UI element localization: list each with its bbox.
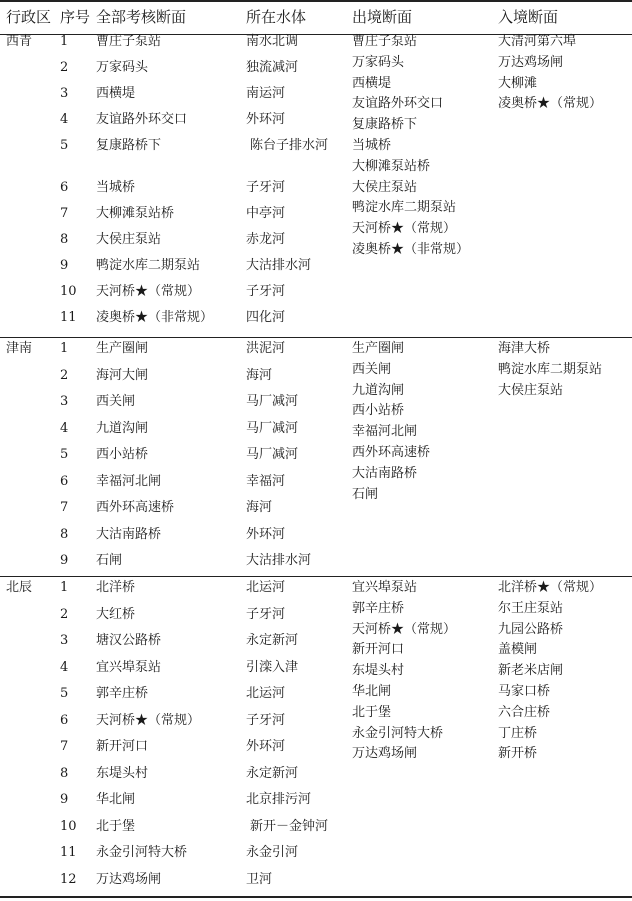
list-item: 友谊路外环交口: [352, 96, 444, 112]
header-water-body: 所在水体: [246, 8, 307, 26]
list-item: 郭辛庄桥: [352, 600, 405, 616]
list-item: 华北闸: [352, 683, 392, 699]
section-name: 生产圈闸: [96, 341, 149, 356]
entry-section-list: [498, 339, 602, 401]
district-name: 西青: [6, 34, 33, 49]
list-item: 天河桥★（常规）: [352, 621, 457, 637]
section-name: 东堤头村: [96, 765, 149, 781]
section-name: 新开河口: [96, 739, 149, 754]
list-item: 鸭淀水库二期泵站: [352, 200, 457, 216]
district-name: 北辰: [6, 580, 33, 595]
section-name: 塘汉公路桥: [96, 633, 162, 648]
entry-section-list: [498, 32, 602, 115]
row-number: 4: [60, 659, 69, 675]
section-name: 华北闸: [96, 792, 136, 807]
row-number: 7: [60, 206, 69, 221]
section-name: 郭辛庄桥: [96, 686, 149, 701]
row-number: 2: [60, 367, 69, 383]
section-name: 大侯庄泵站: [96, 232, 162, 247]
list-item: 丁庄桥: [498, 725, 538, 741]
section-name: 永金引河特大桥: [96, 845, 188, 860]
row-number: 8: [60, 765, 69, 781]
row-number: 6: [60, 180, 69, 195]
water-body: 南水北调: [246, 34, 299, 49]
list-item: 新老米店闸: [498, 663, 564, 679]
water-body: 北运河: [246, 686, 286, 701]
list-item: 尔王庄泵站: [498, 600, 564, 616]
section-name: 万家码头: [96, 60, 149, 75]
water-body: 陈台子排水河: [249, 138, 328, 153]
row-number: 5: [60, 686, 69, 701]
water-body: 四化河: [246, 310, 286, 325]
row-number: 7: [60, 739, 69, 754]
list-item: 西外环高速桥: [352, 444, 431, 460]
list-item: 永金引河特大桥: [352, 725, 444, 741]
section-name: 西关闸: [96, 394, 136, 409]
row-number: 10: [60, 284, 77, 299]
bottom-rule: [0, 896, 632, 898]
water-body: 大沽排水河: [246, 553, 312, 568]
water-body: 赤龙河: [246, 232, 286, 247]
row-number: 2: [60, 60, 69, 75]
exit-section-list: [352, 578, 456, 765]
row-number: 9: [60, 258, 69, 273]
row-number: 12: [60, 871, 77, 887]
section-name: 友谊路外环交口: [96, 112, 188, 127]
water-body: 永定新河: [246, 633, 299, 648]
list-item: 马家口桥: [498, 683, 551, 699]
list-item: 大柳滩泵站桥: [352, 158, 431, 174]
row-number: 7: [60, 500, 69, 515]
header-number: 序号: [60, 8, 91, 26]
list-item: 万家码头: [352, 54, 405, 70]
group-rule: [0, 576, 632, 577]
list-item: 当城桥: [352, 137, 392, 153]
water-body: 子牙河: [246, 712, 286, 728]
list-item: 海津大桥: [498, 341, 551, 356]
water-body: 永定新河: [246, 765, 299, 781]
list-item: 幸福河北闸: [352, 424, 418, 440]
row-number: 2: [60, 606, 69, 622]
list-item: 大清河第六埠: [498, 34, 577, 49]
header-district: 行政区: [6, 8, 52, 26]
list-item: 鸭淀水库二期泵站: [498, 361, 603, 377]
list-item: 大沽南路桥: [352, 465, 418, 481]
water-body: 幸福河: [246, 473, 286, 489]
list-item: 万达鸡场闸: [352, 746, 418, 762]
list-item: 宜兴埠泵站: [352, 580, 418, 595]
water-body: 大沽排水河: [246, 258, 312, 273]
list-item: 新开桥: [498, 746, 538, 762]
row-number: 9: [60, 553, 69, 568]
list-item: 新开河口: [352, 642, 405, 658]
water-body: 海河: [246, 500, 273, 515]
section-name: 大沽南路桥: [96, 526, 162, 542]
header-exit-sections: 出境断面: [352, 8, 413, 26]
list-item: 大侯庄泵站: [352, 179, 418, 195]
water-body: 海河: [246, 367, 273, 383]
water-body: 马厂减河: [246, 447, 299, 462]
section-name: 西横堤: [96, 86, 136, 101]
list-item: 六合庄桥: [498, 704, 551, 720]
list-item: 北于堡: [352, 704, 392, 720]
water-body: 马厂减河: [246, 420, 299, 436]
section-name: 宜兴埠泵站: [96, 659, 162, 675]
row-number: 4: [60, 112, 69, 127]
row-number: 10: [60, 818, 77, 834]
section-name: 西小站桥: [96, 447, 149, 462]
list-item: 复康路桥下: [352, 117, 418, 133]
district-name: 津南: [6, 341, 33, 356]
section-name: 大柳滩泵站桥: [96, 206, 175, 221]
row-number: 3: [60, 394, 69, 409]
row-number: 3: [60, 86, 69, 101]
section-name: 万达鸡场闸: [96, 871, 162, 887]
water-body: 新开－金钟河: [249, 818, 328, 834]
water-body: 子牙河: [246, 284, 286, 299]
section-name: 复康路桥下: [96, 138, 162, 153]
section-name: 幸福河北闸: [96, 473, 162, 489]
section-name: 大红桥: [96, 606, 136, 622]
row-number: 1: [60, 34, 69, 49]
water-body: 南运河: [246, 86, 286, 101]
row-number: 6: [60, 473, 69, 489]
water-body: 北运河: [246, 580, 286, 595]
water-body: 外环河: [246, 526, 286, 542]
water-body: 引滦入津: [246, 659, 299, 675]
list-item: 凌奥桥★（非常规）: [352, 241, 470, 257]
list-item: 北洋桥★（常规）: [498, 580, 603, 595]
row-number: 1: [60, 580, 69, 595]
water-body: 马厂减河: [246, 394, 299, 409]
list-item: 东堤头村: [352, 663, 405, 679]
list-item: 九园公路桥: [498, 621, 564, 637]
section-name: 西外环高速桥: [96, 500, 175, 515]
water-body: 外环河: [246, 112, 286, 127]
water-body: 独流减河: [246, 60, 299, 75]
water-body: 子牙河: [246, 180, 286, 195]
exit-section-list: [352, 32, 469, 261]
section-name: 海河大闸: [96, 367, 149, 383]
row-number: 8: [60, 526, 69, 542]
water-body: 洪泥河: [246, 341, 286, 356]
header-all-sections: 全部考核断面: [96, 8, 187, 26]
row-number: 1: [60, 341, 69, 356]
header-entry-sections: 入境断面: [498, 8, 559, 26]
section-name: 鸭淀水库二期泵站: [96, 258, 201, 273]
list-item: 九道沟闸: [352, 382, 405, 398]
water-body: 外环河: [246, 739, 286, 754]
section-name: 石闸: [96, 553, 123, 568]
list-item: 西小站桥: [352, 403, 405, 419]
row-number: 4: [60, 420, 69, 436]
row-number: 9: [60, 792, 69, 807]
list-item: 西关闸: [352, 361, 392, 377]
row-number: 11: [60, 845, 77, 860]
water-body: 子牙河: [246, 606, 286, 622]
entry-section-list: [498, 578, 602, 765]
list-item: 大柳滩: [498, 75, 538, 91]
row-number: 5: [60, 138, 69, 153]
row-number: 6: [60, 712, 69, 728]
water-body: 卫河: [246, 871, 273, 887]
section-name: 曹庄子泵站: [96, 34, 162, 49]
section-name: 九道沟闸: [96, 420, 149, 436]
list-item: 石闸: [352, 486, 379, 502]
row-number: 3: [60, 633, 69, 648]
water-body: 中亭河: [246, 206, 286, 221]
list-item: 凌奥桥★（常规）: [498, 96, 603, 112]
exit-section-list: [352, 339, 430, 505]
section-name: 天河桥★（常规）: [96, 284, 201, 299]
list-item: 西横堤: [352, 75, 392, 91]
list-item: 天河桥★（常规）: [352, 221, 457, 237]
list-item: 盖模闸: [498, 642, 538, 658]
section-name: 北洋桥: [96, 580, 136, 595]
water-body: 北京排污河: [246, 792, 312, 807]
list-item: 万达鸡场闸: [498, 54, 564, 70]
group-rule: [0, 337, 632, 338]
water-body: 永金引河: [246, 845, 299, 860]
list-item: 生产圈闸: [352, 341, 405, 356]
list-item: 曹庄子泵站: [352, 34, 418, 49]
section-name: 凌奥桥★（非常规）: [96, 310, 214, 325]
section-name: 天河桥★（常规）: [96, 712, 201, 728]
section-name: 北于堡: [96, 818, 136, 834]
section-name: 当城桥: [96, 180, 136, 195]
row-number: 8: [60, 232, 69, 247]
list-item: 大侯庄泵站: [498, 382, 564, 398]
row-number: 11: [60, 310, 77, 325]
row-number: 5: [60, 447, 69, 462]
